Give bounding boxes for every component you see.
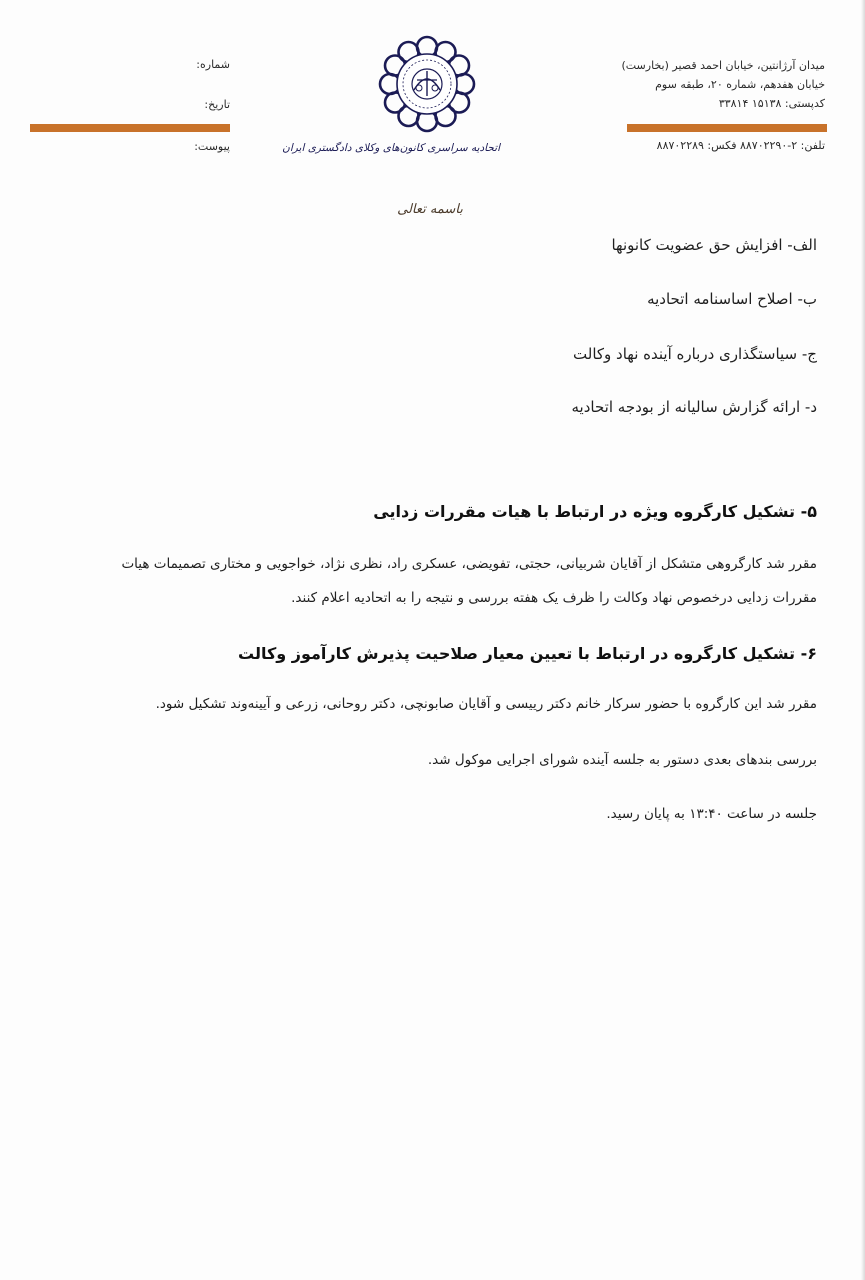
postal-code-line: کدپستی: ۱۵۱۳۸ ۳۳۸۱۴ [718,97,825,110]
union-emblem-logo [372,30,482,140]
agenda-item-be: ب- اصلاح اساسنامه اتحادیه [647,290,817,308]
section-5-line-1: مقرر شد کارگروهی متشکل از آقایان شربیانی، حجتی، تفویضی، عسکری راد، نظری نژاد، خواجویی و مختاری تصمیمات هیات [121,556,817,572]
address-line-2: خیابان هفدهم، شماره ۲۰، طبقه سوم [655,78,825,91]
closing-line-2: جلسه در ساعت ۱۳:۴۰ به پایان رسید. [606,806,817,822]
section-5-line-2: مقررات زدایی درخصوص نهاد وکالت را ظرف یک هفته بررسی و نتیجه را به اتحادیه اعلام کنند. [291,590,817,606]
attachment-label: پیوست: [194,140,230,153]
agenda-item-dal: د- ارائه گزارش سالیانه از بودجه اتحادیه [571,398,817,416]
phone-fax-line: تلفن: ۲-۸۸۷۰۲۲۹۰ فکس: ۸۸۷۰۲۲۸۹ [656,139,825,152]
section-6-heading: ۶- تشکیل کارگروه در ارتباط با تعیین معیار صلاحیت پذیرش کارآموز وکالت [238,644,817,663]
page-edge [861,0,865,1280]
agenda-item-jim: ج- سیاستگذاری درباره آینده نهاد وکالت [573,345,817,363]
date-label: تاریخ: [204,98,230,111]
header-rule-right [627,124,827,132]
address-block [565,56,825,113]
logo-caption: اتحادیه سراسری کانون‌های وکلای دادگستری ایران [282,142,500,154]
agenda-item-alef: الف- افزایش حق عضویت کانونها [611,236,817,254]
invocation: باسمه تعالی [397,202,463,217]
address-line-1: میدان آرژانتین، خیابان احمد قصیر (بخارست) [621,59,825,72]
section-6-line: مقرر شد این کارگروه با حضور سرکار خانم دکتر رییسی و آقایان صابونچی، دکتر روحانی، زرعی و آیینه‌وند تشکیل شود. [155,696,817,712]
number-label: شماره: [196,58,230,71]
header-rule-left [30,124,230,132]
section-5-heading: ۵- تشکیل کارگروه ویژه در ارتباط با هیات مقررات زدایی [373,502,817,521]
closing-line-1: بررسی بندهای بعدی دستور به جلسه آینده شورای اجرایی موکول شد. [427,752,817,768]
